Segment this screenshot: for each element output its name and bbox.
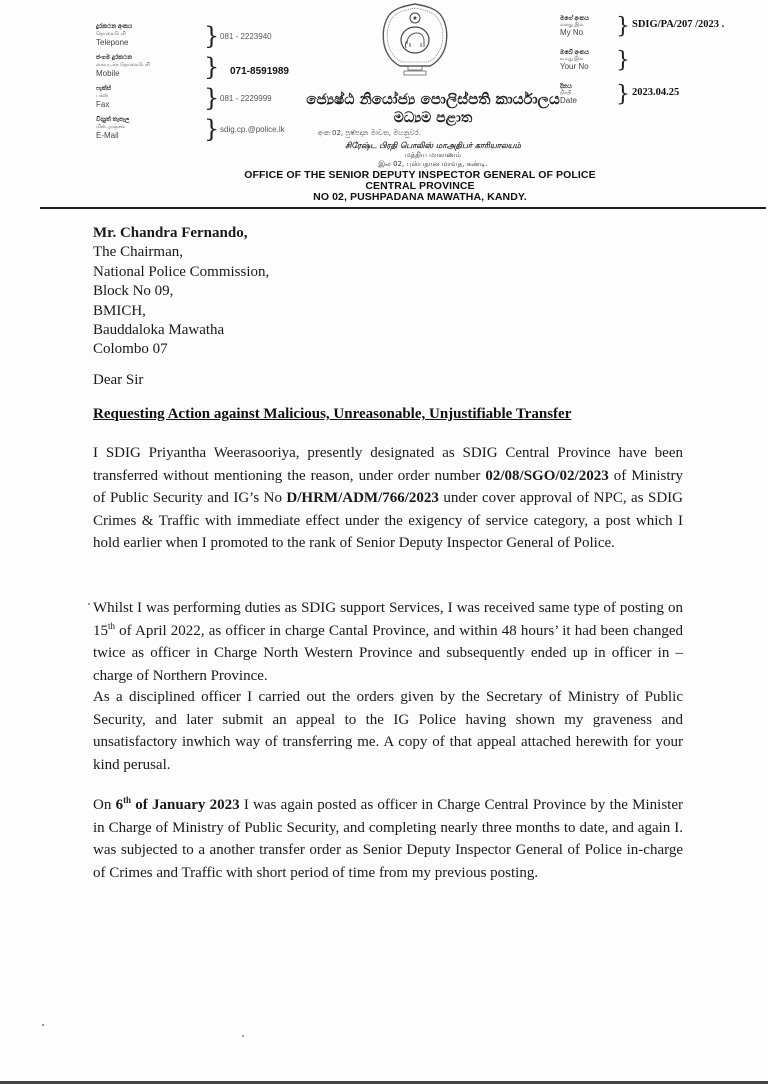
posting-date-rest: of January 2023 [131,797,240,813]
address-sinhala: අංක 02, පුෂ්පදාන මාවත, මහනුවර. [318,129,421,137]
telephone-value: 081 - 2223940 [220,32,272,41]
office-province: CENTRAL PROVINCE [365,180,475,192]
telephone-label-ta: தொலைபேசி [96,31,126,37]
paragraph-text: of April 2022, as officer in charge Cantal Province, and within 48 hours’ it had been changed twice as officer in Charge North Western Province and subsequently ended up in officer in –charge of Northern Province. [93,622,683,684]
brace-icon: } [204,53,220,81]
brace-icon: } [204,84,220,112]
addressee-name: Mr. Chandra Fernando, [93,225,248,241]
brace-icon: } [616,82,630,107]
ref-your-no [560,50,760,84]
contact-fax [96,86,296,117]
your-no-label-si: ඔබේ අංකය [560,50,589,56]
my-no-label-si: මගේ අංකය [560,16,589,22]
your-no-label: Your No [560,62,589,71]
subject-line: Requesting Action against Malicious, Unreasonable, Unjustifiable Transfer [93,406,572,422]
contact-email [96,117,296,148]
contact-details [96,24,296,148]
my-no-label-ta: எனது இல [560,22,584,28]
office-name: OFFICE OF THE SENIOR DEPUTY INSPECTOR GENERAL OF POLICE [244,169,596,181]
date-label: Date [560,96,577,105]
email-value: sdig.cp.@police.lk [220,125,285,134]
ordinal-suffix: th [108,620,116,631]
address-tamil: இல 02, புஸ்பதான மாவத, கண்டி. [378,160,488,168]
province-tamil: மத்திய மாகாணம் [404,151,462,159]
scan-speck [42,1024,44,1026]
office-address: NO 02, PUSHPADANA MAWATHA, KANDY. [313,191,527,203]
ig-reference-number: D/HRM/ADM/766/2023 [286,490,439,507]
email-label-ta: மின் அஞ்சல் [96,124,126,130]
brace-icon: } [616,14,630,39]
date-value: 2023.04.25 [632,87,680,98]
scan-speck [242,1035,244,1037]
office-title-sinhala: ජ්‍යෙෂ්ඨ නියෝජ්‍ය පොලිස්පති කාර්යාලය [306,90,560,108]
addressee-line: Block No 09, [93,283,174,300]
brace-icon: } [204,115,220,143]
letterhead-divider [40,207,766,209]
office-title-english [190,170,650,203]
my-no-label: My No [560,28,584,37]
brace-icon: } [204,22,220,50]
telephone-label: Telepone [96,38,129,47]
paragraph-1 [93,442,683,555]
order-number: 02/08/SGO/02/2023 [485,467,609,484]
province-sinhala: මධ්‍යම පළාත [393,110,473,126]
fax-label-ta: பக்ஸ் [96,93,109,99]
paragraph-text: under cover approval of NPC, as SDIG Crimes & Traffic with immediate effect under the exigency of service category, a post which I hold earlier when I promoted to the rank of Senior Deputy Inspector General of Police. [93,490,684,552]
ordinal-suffix: th [123,795,132,805]
paragraph-text: On [93,797,116,813]
paragraph-3: As a disciplined officer I carried out the orders given by the Secretary of Ministry of Public Security, and later submit an appeal to the IG Police having shown my graveness and unsatisfactory inwhich way of transferring me. A copy of that appeal attached herewith for your kind perusal. [93,689,683,773]
date-label-si: දිනය [560,84,572,90]
paragraph-text: of Ministry of Public Security and IG’s No [93,467,684,507]
addressee-line: BMICH, [93,302,146,319]
brace-icon: } [616,48,630,73]
addressee-line: National Police Commission, [93,263,270,280]
office-title-tamil: சிரேஷ்ட பிரதி பொலிஸ் மாஅதிபர் காரியாலயம் [345,141,521,150]
mobile-label: Mobile [96,69,120,78]
fax-label: Fax [96,100,110,109]
date-label-ta: திகதி [560,90,572,96]
addressee-block [93,224,269,360]
police-emblem-icon [374,2,456,78]
contact-mobile [96,55,296,86]
your-no-label-ta: உமது இல [560,56,584,62]
my-no-value: SDIG/PA/207 /2023 . [632,19,725,30]
paragraph-2 [93,597,683,687]
scan-speck [88,603,90,605]
mobile-label-si: ජංගම දුරකථන [96,55,132,61]
addressee-line: The Chairman, [93,244,183,261]
ref-date [560,84,760,118]
contact-telephone [96,24,296,55]
email-label-si: විද්‍යුත් තැපෑල [96,117,130,123]
mobile-label-ta: கையடக்க தொலைபேசி [96,62,150,68]
paragraph-text: I SDIG Priyantha Weerasooriya, presently designated as SDIG Central Province have been transferred without mentioning the reason, under order number [93,445,683,484]
email-label: E-Mail [96,131,119,140]
addressee-line: Bauddaloka Mawatha [93,322,225,339]
salutation: Dear Sir [93,372,144,388]
addressee-line: Colombo 07 [93,341,168,358]
paragraph-4 [93,794,683,884]
reference-details [560,16,760,118]
paragraph-text: I was again posted as officer in Charge Central Province by the Minister in Charge of Ministry of Public Security, and completing nearly three months to date, and again I. was subjected to a another transfer order as Senior Deputy Inspector General of Police in-charge of Crimes and Traffic with short period of time from my previous posting. [93,797,683,881]
fax-label-si: ෆැක්ස් [96,86,111,92]
fax-value: 081 - 2229999 [220,94,272,103]
paragraph-text: Whilst I was performing duties as SDIG support Services, I was received same type of posting on 15 [93,600,683,639]
telephone-label-si: දුරකථන අංකය [96,24,133,30]
ref-my-no [560,16,760,50]
mobile-value: 071-8591989 [230,66,289,77]
posting-date-day: 6 [115,797,124,813]
